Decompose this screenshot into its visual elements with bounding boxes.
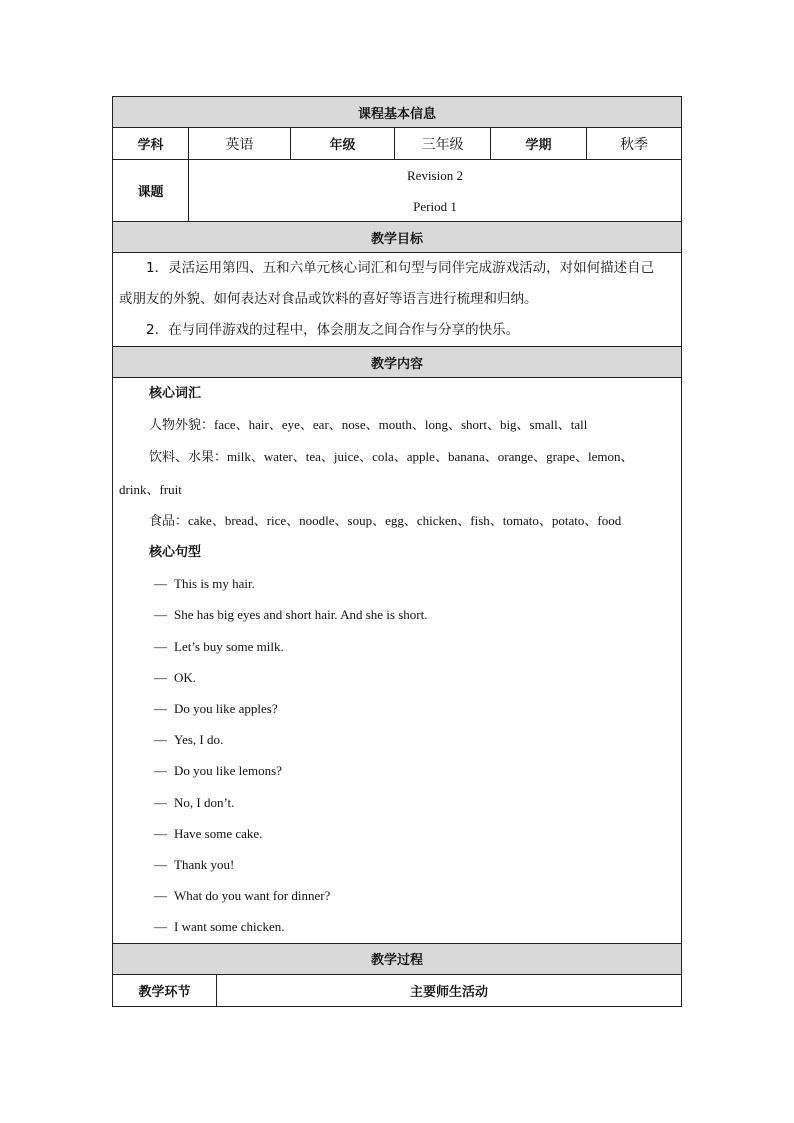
basic-info-header: [113, 97, 681, 128]
objective-2: 2．在与同伴游戏的过程中，体会朋友之间合作与分享的快乐。: [146, 322, 520, 338]
term-label: 学期: [491, 128, 587, 159]
grade-label: 年级: [291, 128, 395, 159]
objectives-title: 教学目标: [370, 231, 423, 247]
vocab-appearance: [119, 409, 675, 441]
sentence-line: [119, 880, 675, 911]
sentence-line: [119, 787, 675, 818]
food-label: 食品：: [149, 513, 189, 529]
dash-mark: —: [154, 576, 167, 592]
lesson-plan-table: [112, 96, 682, 1007]
sentence-text: She has big eyes and short hair. And she is short.: [174, 607, 428, 623]
sentence-text: Do you like apples?: [174, 701, 278, 717]
sentence-text: Thank you!: [174, 857, 235, 873]
sentence-line: [119, 818, 675, 849]
sentence-line: [119, 631, 675, 662]
sentence-line: [119, 849, 675, 880]
topic-row: [113, 160, 681, 222]
sentence-text: No, I don’t.: [174, 794, 235, 810]
sentence-text: This is my hair.: [174, 576, 255, 592]
process-stage-header: 教学环节: [113, 975, 217, 1006]
dash-mark: —: [154, 638, 167, 654]
process-columns-row: [113, 975, 681, 1006]
dash-mark: —: [154, 888, 167, 904]
objectives-body: [113, 253, 681, 347]
process-activity-header: 主要师生活动: [409, 984, 488, 1000]
topic-label: 课题: [113, 160, 189, 221]
sentence-text: Have some cake.: [174, 825, 263, 841]
sentence-text: Do you like lemons?: [174, 763, 282, 779]
vocab-drinks-continued: drink、fruit: [119, 481, 182, 497]
drinks-label: 饮料、水果：: [149, 450, 228, 466]
dash-mark: —: [154, 701, 167, 717]
food-words: cake、bread、rice、noodle、soup、egg、chicken、fish、tomato、potato、food: [188, 512, 622, 528]
sentence-line: [119, 599, 675, 630]
vocab-drinks: [119, 441, 675, 473]
sentence-text: Yes, I do.: [174, 732, 224, 748]
topic-value: [189, 160, 681, 221]
sentence-line: [119, 724, 675, 755]
dash-mark: —: [154, 763, 167, 779]
dash-mark: —: [154, 919, 167, 935]
content-body: [113, 378, 681, 944]
dash-mark: —: [154, 825, 167, 841]
appearance-label: 人物外貌：: [149, 418, 215, 434]
sentence-text: What do you want for dinner?: [174, 888, 331, 904]
dash-mark: —: [154, 669, 167, 685]
drinks-words: milk、water、tea、juice、cola、apple、banana、orange、grape、lemon、: [227, 449, 634, 465]
grade-value: 三年级: [395, 128, 491, 159]
content-title: 教学内容: [370, 356, 423, 372]
sentence-line: [119, 911, 675, 942]
objectives-header: [113, 222, 681, 253]
subject-value: 英语: [189, 128, 291, 159]
dash-mark: —: [154, 607, 167, 623]
sentence-line: [119, 755, 675, 786]
basic-info-title: 课程基本信息: [357, 106, 436, 122]
sentence-line: [119, 662, 675, 693]
term-value: 秋季: [620, 137, 648, 153]
content-header: [113, 347, 681, 378]
process-title: 教学过程: [370, 953, 423, 969]
topic-line-1: Revision 2: [407, 167, 463, 183]
process-header: [113, 944, 681, 975]
dash-mark: —: [154, 732, 167, 748]
vocab-heading: 核心词汇: [149, 386, 202, 401]
objective-1-line-1: 1．灵活运用第四、五和六单元核心词汇和句型与同伴完成游戏活动，对如何描述自己: [146, 260, 655, 276]
sentence-text: Let’s buy some milk.: [174, 638, 284, 654]
objective-1-line-2: 或朋友的外貌、如何表达对食品或饮料的喜好等语言进行梳理和归纳。: [119, 291, 538, 307]
pattern-heading: 核心句型: [149, 545, 202, 561]
sentence-text: I want some chicken.: [174, 919, 285, 935]
subject-label: 学科: [113, 128, 189, 159]
topic-line-2: Period 1: [413, 198, 457, 214]
dash-mark: —: [154, 857, 167, 873]
sentence-line: [119, 693, 675, 724]
sentence-text: OK.: [174, 669, 197, 685]
vocab-food: [119, 505, 675, 537]
appearance-words: face、hair、eye、ear、nose、mouth、long、short、big、small、tall: [214, 417, 588, 433]
basic-info-row: [113, 128, 681, 160]
dash-mark: —: [154, 794, 167, 810]
sentence-line: [119, 568, 675, 599]
